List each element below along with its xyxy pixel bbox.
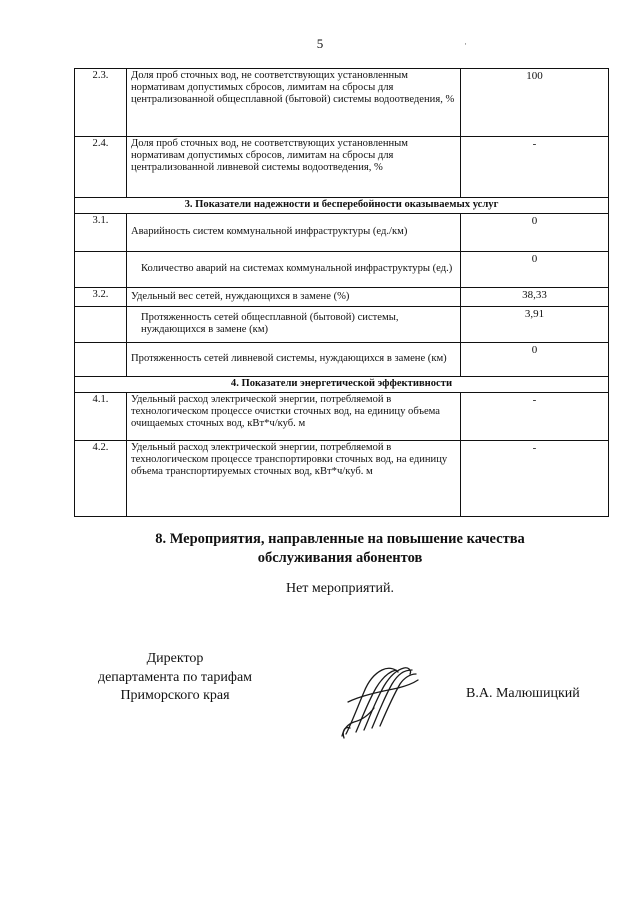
section-8-title-line1: 8. Мероприятия, направленные на повышение качества: [155, 531, 525, 547]
row-number-continued: [75, 252, 127, 288]
indicator-value: 0: [461, 214, 609, 252]
table-row: [75, 214, 609, 252]
section-4-title: 4. Показатели энергетической эффективности: [75, 377, 609, 393]
row-number: 2.4.: [75, 137, 127, 198]
indicator-value: 0: [461, 252, 609, 288]
indicator-name: Удельный вес сетей, нуждающихся в замене (%): [127, 288, 461, 307]
section-8-title-line2: обслуживания абонентов: [257, 550, 423, 566]
indicator-value: 3,91: [461, 307, 609, 343]
indicator-value: -: [461, 441, 609, 517]
section-header-row: [75, 377, 609, 393]
signatory-name: В.А. Малюшицкий: [466, 686, 580, 701]
table-row: [75, 307, 609, 343]
scan-speck: ·: [464, 39, 467, 49]
handwritten-signature: [338, 662, 422, 740]
no-measures-text: Нет мероприятий.: [285, 581, 395, 596]
table-row: [75, 343, 609, 377]
table-row: [75, 137, 609, 198]
indicator-name: Количество аварий на системах коммунальной инфраструктуры (ед.): [127, 252, 461, 288]
indicator-name: Доля проб сточных вод, не соответствующих установленным нормативам допустимых сбросов, лимитам на сбросы для централизованной общесплавной (бытовой) системы водоотведения, %: [127, 69, 461, 137]
row-number-continued: [75, 343, 127, 377]
indicator-value: 100: [461, 69, 609, 137]
indicator-name: Удельный расход электрической энергии, потребляемой в технологическом процессе транспортировки сточных вод, на единицу объема транспортируемых сточных вод, кВт*ч/куб. м: [127, 441, 461, 517]
row-number: 4.2.: [75, 441, 127, 517]
indicator-value: -: [461, 393, 609, 441]
position-line: департамента по тарифам: [97, 669, 253, 685]
indicator-name: Доля проб сточных вод, не соответствующих установленным нормативам допустимых сбросов, лимитам на сбросы для централизованной ливневой системы водоотведения, %: [127, 137, 461, 198]
row-number: 2.3.: [75, 69, 127, 137]
section-header-row: [75, 198, 609, 214]
table-row: [75, 252, 609, 288]
row-number: 4.1.: [75, 393, 127, 441]
indicator-name: Аварийность систем коммунальной инфраструктуры (ед./км): [127, 214, 461, 252]
table-row: [75, 69, 609, 137]
indicator-value: -: [461, 137, 609, 198]
row-number-continued: [75, 307, 127, 343]
page-number: 5: [316, 36, 324, 51]
indicators-table-container: [74, 68, 608, 517]
section-3-title: 3. Показатели надежности и бесперебойности оказываемых услуг: [75, 198, 609, 214]
signatory-position: [80, 650, 270, 706]
indicator-name: Удельный расход электрической энергии, потребляемой в технологическом процессе очистки сточных вод, на единицу объема очищаемых сточных вод, кВт*ч/куб. м: [127, 393, 461, 441]
indicator-name: Протяженность сетей ливневой системы, нуждающихся в замене (км): [127, 343, 461, 377]
row-number: 3.1.: [75, 214, 127, 252]
row-number: 3.2.: [75, 288, 127, 307]
indicators-table: [74, 68, 609, 517]
table-row: [75, 393, 609, 441]
indicator-value: 38,33: [461, 288, 609, 307]
position-line: Приморского края: [120, 688, 230, 703]
indicator-name: Протяженность сетей общесплавной (бытовой) системы, нуждающихся в замене (км): [127, 307, 461, 343]
table-row: [75, 441, 609, 517]
section-8-heading: [0, 530, 640, 568]
indicator-value: 0: [461, 343, 609, 377]
table-row: [75, 288, 609, 307]
position-line: Директор: [146, 651, 204, 666]
